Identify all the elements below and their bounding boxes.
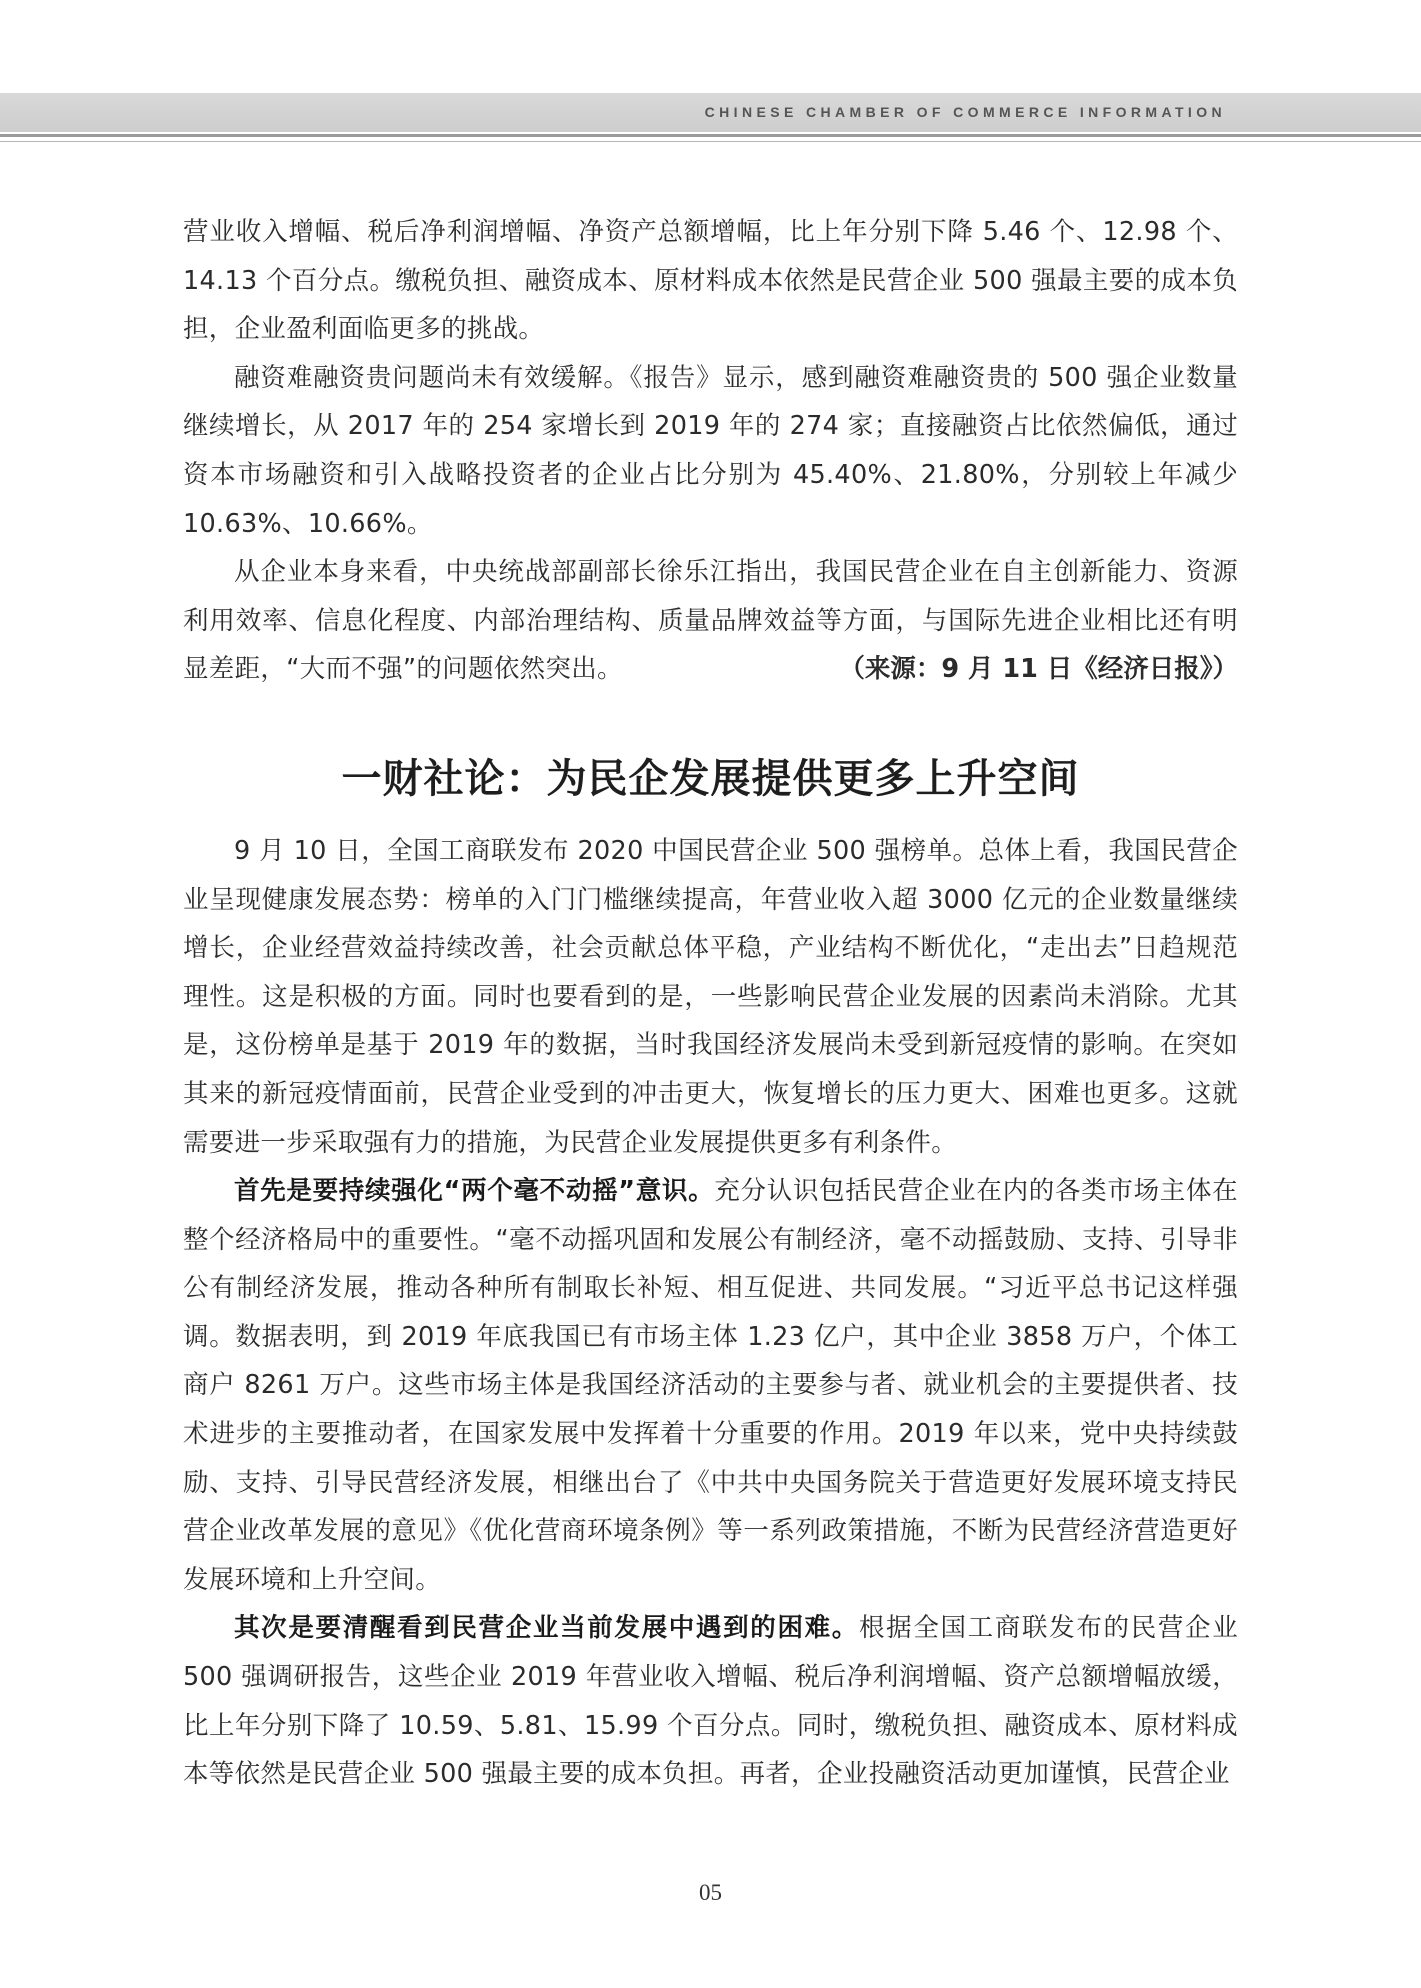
header-rule-thick — [0, 134, 1421, 137]
page-number: 05 — [699, 1880, 722, 1905]
article2-paragraph-3-lead: 其次是要清醒看到民营企业当前发展中遇到的困难。 — [234, 1613, 859, 1644]
article2-paragraph-2-body: 充分认识包括民营企业在内的各类市场主体在整个经济格局中的重要性。“毫不动摇巩固和发展公有制经济，毫不动摇鼓励、支持、引导非公有制经济发展，推动各种所有制取长补短、相互促进、共同发展。“习近平总书记这样强调。数据表明，到 2019 年底我国已有市场主体 1.23 亿户，其中企业 3858 万户，个体工商户 8261 万户。这些市场主体是我国经济活动的主要参与者、就业机会的主要提供者、技术进步的主要推动者，在国家发展中发挥着十分重要的作用。2019 年以来，党中央持续鼓励、支持、引导民营经济发展，相继出台了《中共中央国务院关于营造更好发展环境支持民营企业改革发展的意见》《优化营商环境条例》等一系列政策措施，不断为民营经济营造更好发展环境和上升空间。 — [183, 1176, 1238, 1595]
header-rule-thin — [0, 141, 1421, 142]
page-body — [183, 208, 1238, 1799]
article2-paragraph-3-body: 根据全国工商联发布的民营企业 500 强调研报告，这些企业 2019 年营业收入增幅、税后净利润增幅、资产总额增幅放缓，比上年分别下降了 10.59、5.81、15.99 个百分点。同时，缴税负担、融资成本、原材料成本等依然是民营企业 500 强最主要的成本负担。再者，企业投融资活动更加谨慎，民营企业 — [183, 1613, 1239, 1790]
article2-title: 一财社论：为民企发展提供更多上升空间 — [341, 755, 1080, 802]
article1-paragraph-2: 融资难融资贵问题尚未有效缓解。《报告》显示，感到融资难融资贵的 500 强企业数量继续增长，从 2017 年的 254 家增长到 2019 年的 274 家；直接融资占比依然偏低，通过资本市场融资和引入战略投资者的企业占比分别为 45.40%、21.80%，分别较上年减少 10.63%、10.66%。 — [183, 362, 1238, 539]
article2-paragraph-2 — [183, 1167, 1238, 1604]
running-head: CHINESE CHAMBER OF COMMERCE INFORMATION — [704, 104, 1226, 120]
article2-paragraph-3 — [183, 1604, 1238, 1798]
article1-paragraph-1: 营业收入增幅、税后净利润增幅、净资产总额增幅，比上年分别下降 5.46 个、12.98 个、14.13 个百分点。缴税负担、融资成本、原材料成本依然是民营企业 500 强最主要的成本负担，企业盈利面临更多的挑战。 — [183, 217, 1238, 345]
article2-paragraph-1: 9 月 10 日，全国工商联发布 2020 中国民营企业 500 强榜单。总体上看，我国民营企业呈现健康发展态势：榜单的入门门槛继续提高，年营业收入超 3000 亿元的企业数量继续增长，企业经营效益持续改善，社会贡献总体平稳，产业结构不断优化，“走出去”日趋规范理性。这是积极的方面。同时也要看到的是，一些影响民营企业发展的因素尚未消除。尤其是，这份榜单是基于 2019 年的数据，当时我国经济发展尚未受到新冠疫情的影响。在突如其来的新冠疫情面前，民营企业受到的冲击更大，恢复增长的压力更大、困难也更多。这就需要进一步采取强有力的措施，为民营企业发展提供更多有利条件。 — [183, 835, 1238, 1158]
article1-source: （来源：9 月 11 日《经济日报》） — [839, 654, 1238, 685]
article1-paragraph-3: 从企业本身来看，中央统战部副部长徐乐江指出，我国民营企业在自主创新能力、资源利用效率、信息化程度、内部治理结构、质量品牌效益等方面，与国际先进企业相比还有明显差距，“大而不强”的问题依然突出。 — [183, 557, 1238, 685]
article2-paragraph-2-lead: 首先是要持续强化“两个毫不动摇”意识。 — [234, 1176, 715, 1207]
